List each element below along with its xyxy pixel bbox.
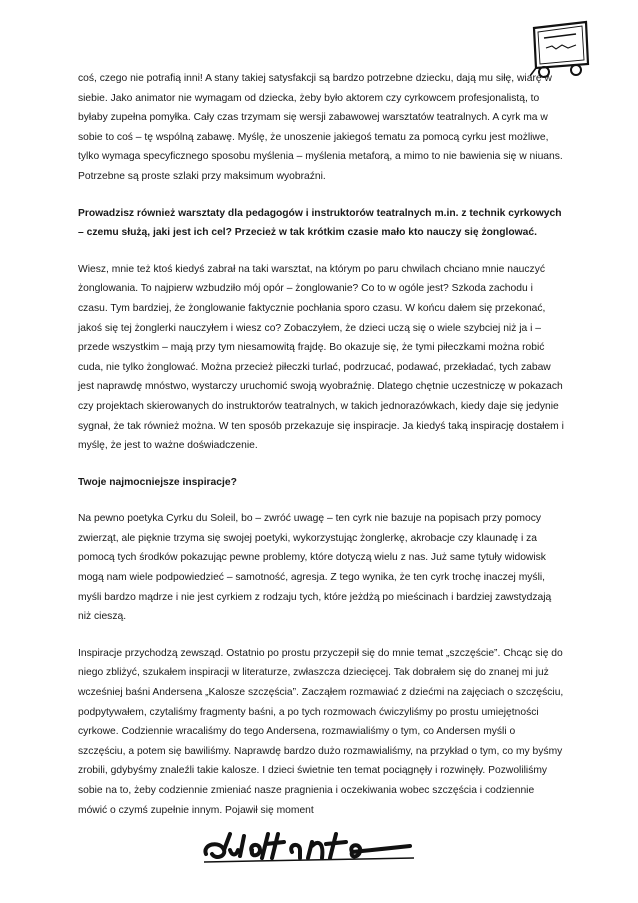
article-body xyxy=(78,69,564,837)
answer-paragraph: coś, czego nie potrafią inni! A stany takiej satysfakcji są bardzo potrzebne dziecku, dają mu siłę, wiarę w siebie. Jako animator nie wymagam od dziecka, żeby było aktorem czy cyrkowcem profesjonalistą, to byłaby zupełna pomyłka. Cały czas trzymam się wersji zabawowej warsztatów teatralnych. A cyrk ma w sobie to coś – tę wspólną zabawę. Myślę, że unoszenie jakiegoś tematu za pomocą cyrku jest możliwe, tylko wymaga specyficznego sposobu myślenia – myślenia metaforą, a mimo to nie bawienia się w niuans. Potrzebne są proste szlaki przy maksimum wyobraźni. xyxy=(78,73,563,182)
question-paragraph: Prowadzisz również warsztaty dla pedagogów i instruktorów teatralnych m.in. z technik cyrkowych – czemu służą, jaki jest ich cel? Przecież w tak krótkim czasie mało kto nauczy się żonglować. xyxy=(78,207,562,239)
answer-paragraph: Inspiracje przychodzą zewsząd. Ostatnio po prostu przyczepił się do mnie temat „szczęście”. Chcąc się do niego zbliżyć, szukałem inspiracji w literaturze, zwłaszcza dziecięcej. Tak dobrałem się do znanej mi już wcześniej baśni Andersena „Kalosze szczęścia”. Zacząłem rozmawiać z dziećmi na zajęciach o szczęściu, podpytywałem, czytaliśmy fragmenty baśni, a po tych rozmowach ćwiczyliśmy po prostu umiejętności cyrkowe. Codziennie wracaliśmy do tego Andersena, rozmawialiśmy o tym, co Andersen myśli o szczęściu, a potem się bawiliśmy. Naprawdę bardzo dużo rozmawialiśmy, na przykład o tym, co my byśmy zrobili, gdybyśmy znaleźli takie kalosze. I dzieci świetnie ten temat pociągnęły i rozwinęły. Pozwoliliśmy sobie na to, żeby codziennie zmieniać nasze pragnienia i oczekiwania wobec szczęścia i codziennie mówić o czymś zupełnie innym. Pojawił się moment xyxy=(78,647,564,816)
answer-paragraph: Wiesz, mnie też ktoś kiedyś zabrał na taki warsztat, na którym po paru chwilach chciano mnie nauczyć żonglowania. To najpierw wzbudziło mój opór – żonglowanie? Co to w ogóle jest? Szkoda zachodu i czasu. Tym bardziej, że żonglowanie faktycznie pochłania sporo czasu. W końcu dałem się przekonać, jakoś się tej żonglerki nauczyłem i wiesz co? Zobaczyłem, że dzieci uczą się o wiele szybciej niż ja i – przede wszystkim – mają przy tym niesamowitą frajdę. Bo okazuje się, że tymi piłeczkami można robić cuda, nie tylko żonglować. Można przecież piłeczki turlać, podrzucać, podawać, przekładać, tych zabaw jest naprawdę mnóstwo, wystarczy uruchomić swoją wyobraźnię. Dlatego chętnie uczestniczę w pokazach czy projektach skierowanych do instruktorów teatralnych, w takich jednorazówkach, kiedy daje się jedynie sygnał, że tak również można. W ten sposób przekazuje się inspiracje. Ja kiedyś taką inspirację dostałem i myślę, że jest to ważne doświadczenie. xyxy=(78,263,564,452)
question-paragraph: Twoje najmocniejsze inspiracje? xyxy=(78,476,237,488)
dilettante-logo-icon xyxy=(200,828,420,868)
answer-paragraph: Na pewno poetyka Cyrku du Soleil, bo – zwróć uwagę – ten cyrk nie bazuje na popisach przy pomocy zwierząt, ale pięknie trzyma się swojej poetyki, wykorzystując żonglerkę, akrobacje czy klaunadę i za pomocą tych środków pokazując pewne problemy, które dotyczą wielu z nas. Już same tytuły widowisk mogą nam wiele podpowiedzieć – samotność, agresja. Z tego wynika, że ten cyrk trochę inaczej myśli, myśli bardzo mądrze i nie jest cyrkiem z rodzaju tych, które jeżdżą po mieścinach i bardziej zawstydzają niż cieszą. xyxy=(78,513,552,623)
